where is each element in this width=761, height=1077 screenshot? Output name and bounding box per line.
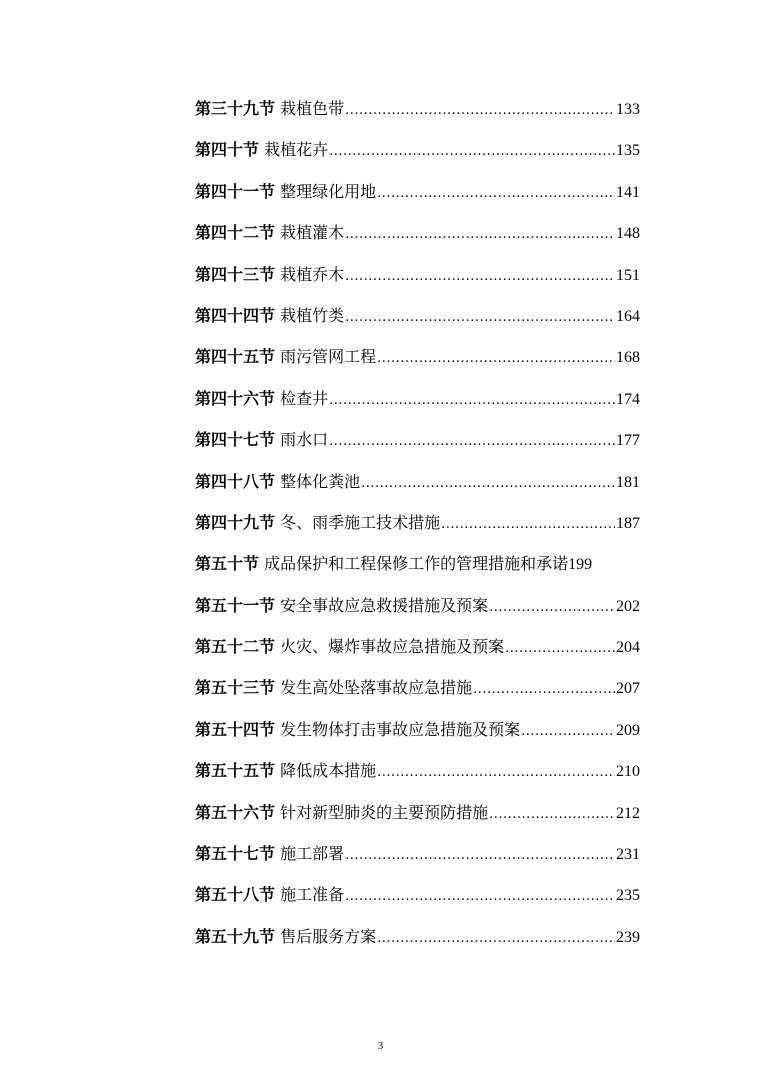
toc-entry-title — [195, 386, 328, 412]
toc-leader-dots — [345, 884, 615, 910]
toc-page-number: 148 — [616, 225, 640, 243]
toc-leader-dots — [329, 429, 615, 455]
toc-page-number: 207 — [616, 680, 640, 698]
toc-leader-dots — [377, 926, 615, 952]
toc-section-number: 第四十六节 — [195, 388, 276, 408]
toc-page-number: 209 — [616, 721, 640, 739]
toc-page-number: 133 — [616, 101, 640, 118]
toc-section-number: 第五十五节 — [195, 761, 276, 781]
toc-leader-dots — [329, 139, 615, 165]
toc-section-number: 第五十二节 — [195, 637, 276, 657]
toc-section-title: 成品保护和工程保修工作的管理措施和承诺 — [264, 554, 569, 574]
toc-section-number: 第四十三节 — [195, 264, 276, 284]
toc-entry-title — [195, 800, 488, 826]
toc-entry[interactable] — [195, 386, 640, 427]
toc-entry[interactable] — [195, 96, 640, 137]
toc-page-number: 231 — [616, 846, 640, 864]
toc-leader-dots — [329, 388, 615, 414]
toc-section-title: 发生高处坠落事故应急措施 — [280, 678, 473, 698]
toc-entry-title — [195, 551, 568, 577]
toc-section-number: 第五十四节 — [195, 719, 276, 739]
toc-entry-title — [195, 758, 376, 784]
toc-entry[interactable] — [195, 220, 640, 261]
toc-section-title: 检查井 — [280, 388, 329, 408]
toc-section-title: 冬、雨季施工技术措施 — [280, 512, 441, 532]
toc-page-number: 164 — [616, 307, 640, 325]
toc-entry[interactable] — [195, 675, 640, 716]
toc-section-number: 第五十三节 — [195, 678, 276, 698]
toc-entry[interactable] — [195, 882, 640, 923]
toc-section-number: 第五十一节 — [195, 595, 276, 615]
toc-leader-dots — [505, 636, 615, 662]
toc-leader-dots — [361, 471, 615, 497]
toc-leader-dots — [521, 719, 615, 745]
toc-entry[interactable] — [195, 262, 640, 303]
toc-entry-title — [195, 593, 488, 619]
toc-section-number: 第四十九节 — [195, 512, 276, 532]
toc-section-number: 第三十九节 — [195, 99, 276, 118]
toc-section-title: 火灾、爆炸事故应急措施及预案 — [280, 637, 505, 657]
toc-page-number: 204 — [616, 639, 640, 657]
toc-entry-title — [195, 220, 344, 246]
toc-section-title: 整理绿化用地 — [280, 181, 377, 201]
toc-entry[interactable] — [195, 924, 640, 965]
page-number: 3 — [377, 1040, 384, 1052]
toc-entry[interactable] — [195, 510, 640, 551]
toc-entry-title — [195, 303, 344, 329]
toc-entry-title — [195, 469, 360, 495]
toc-section-number: 第四十一节 — [195, 181, 276, 201]
toc-entry-title — [195, 96, 344, 122]
toc-page-number: 210 — [616, 763, 640, 781]
toc-entry[interactable] — [195, 758, 640, 799]
toc-entry[interactable] — [195, 551, 657, 592]
toc-entry[interactable] — [195, 179, 640, 220]
toc-entry-title — [195, 634, 504, 660]
toc-leader-dots — [345, 222, 615, 248]
toc-entry-title — [195, 924, 376, 950]
toc-page-number: 177 — [616, 432, 640, 450]
toc-section-title: 栽植花卉 — [264, 140, 329, 160]
toc-entry[interactable] — [195, 344, 640, 385]
toc-leader-dots — [345, 264, 615, 290]
toc-entry[interactable] — [195, 800, 640, 841]
toc-leader-dots — [441, 512, 615, 538]
toc-entry[interactable] — [195, 303, 640, 344]
toc-entry[interactable] — [195, 634, 640, 675]
toc-section-number: 第四十七节 — [195, 430, 276, 450]
toc-page-number: 187 — [616, 514, 640, 532]
toc-page-number: 135 — [616, 142, 640, 160]
toc-leader-dots — [377, 760, 615, 786]
toc-page-number: 199 — [568, 556, 593, 574]
toc-entry-title — [195, 510, 440, 536]
toc-section-number: 第五十八节 — [195, 885, 276, 905]
toc-page-number: 141 — [616, 183, 640, 201]
toc-page-number: 239 — [616, 928, 640, 946]
toc-section-title: 雨污管网工程 — [280, 347, 377, 367]
toc-leader-dots — [377, 346, 615, 372]
toc-entry[interactable] — [195, 593, 640, 634]
toc-section-number: 第五十九节 — [195, 926, 276, 946]
toc-entry[interactable] — [195, 427, 640, 468]
toc-section-title: 栽植色带 — [280, 99, 345, 118]
toc-section-title: 整体化粪池 — [280, 471, 361, 491]
table-of-contents — [195, 96, 640, 965]
toc-leader-dots — [345, 843, 615, 869]
toc-section-title: 降低成本措施 — [280, 761, 377, 781]
toc-page-number: 168 — [616, 349, 640, 367]
toc-section-title: 售后服务方案 — [280, 926, 377, 946]
toc-section-title: 施工部署 — [280, 844, 345, 864]
toc-section-title: 栽植灌木 — [280, 223, 345, 243]
toc-section-number: 第四十节 — [195, 140, 260, 160]
toc-page-number: 174 — [616, 390, 640, 408]
toc-leader-dots — [377, 181, 615, 207]
toc-entry[interactable] — [195, 469, 640, 510]
toc-section-title: 安全事故应急救援措施及预案 — [280, 595, 489, 615]
toc-entry-title — [195, 427, 328, 453]
toc-section-title: 雨水口 — [280, 430, 329, 450]
toc-section-number: 第五十节 — [195, 554, 260, 574]
toc-entry-title — [195, 841, 344, 867]
toc-section-number: 第五十六节 — [195, 802, 276, 822]
toc-section-number: 第五十七节 — [195, 844, 276, 864]
toc-leader-dots — [473, 677, 615, 703]
toc-entry-title — [195, 882, 344, 908]
toc-section-number: 第四十四节 — [195, 305, 276, 325]
toc-entry-title — [195, 344, 376, 370]
toc-section-number: 第四十五节 — [195, 347, 276, 367]
toc-entry-title — [195, 675, 472, 701]
toc-entry-title — [195, 179, 376, 205]
toc-leader-dots — [345, 98, 615, 124]
toc-page-number: 212 — [616, 804, 640, 822]
toc-section-title: 针对新型肺炎的主要预防措施 — [280, 802, 489, 822]
toc-page-number: 181 — [616, 473, 640, 491]
toc-entry-title — [195, 137, 328, 163]
toc-section-title: 施工准备 — [280, 885, 345, 905]
toc-section-number: 第四十八节 — [195, 471, 276, 491]
toc-entry[interactable] — [195, 841, 640, 882]
toc-section-title: 栽植竹类 — [280, 305, 345, 325]
toc-leader-dots — [345, 305, 615, 331]
toc-page-number: 202 — [616, 597, 640, 615]
toc-section-title: 栽植乔木 — [280, 264, 345, 284]
toc-leader-dots — [489, 595, 615, 621]
toc-page-number: 235 — [616, 887, 640, 905]
toc-page-number: 151 — [616, 266, 640, 284]
toc-leader-dots — [489, 802, 615, 828]
toc-section-title: 发生物体打击事故应急措施及预案 — [280, 719, 521, 739]
toc-section-number: 第四十二节 — [195, 223, 276, 243]
toc-entry[interactable] — [195, 717, 640, 758]
toc-entry[interactable] — [195, 137, 640, 178]
toc-entry-title — [195, 262, 344, 288]
toc-entry-title — [195, 717, 520, 743]
